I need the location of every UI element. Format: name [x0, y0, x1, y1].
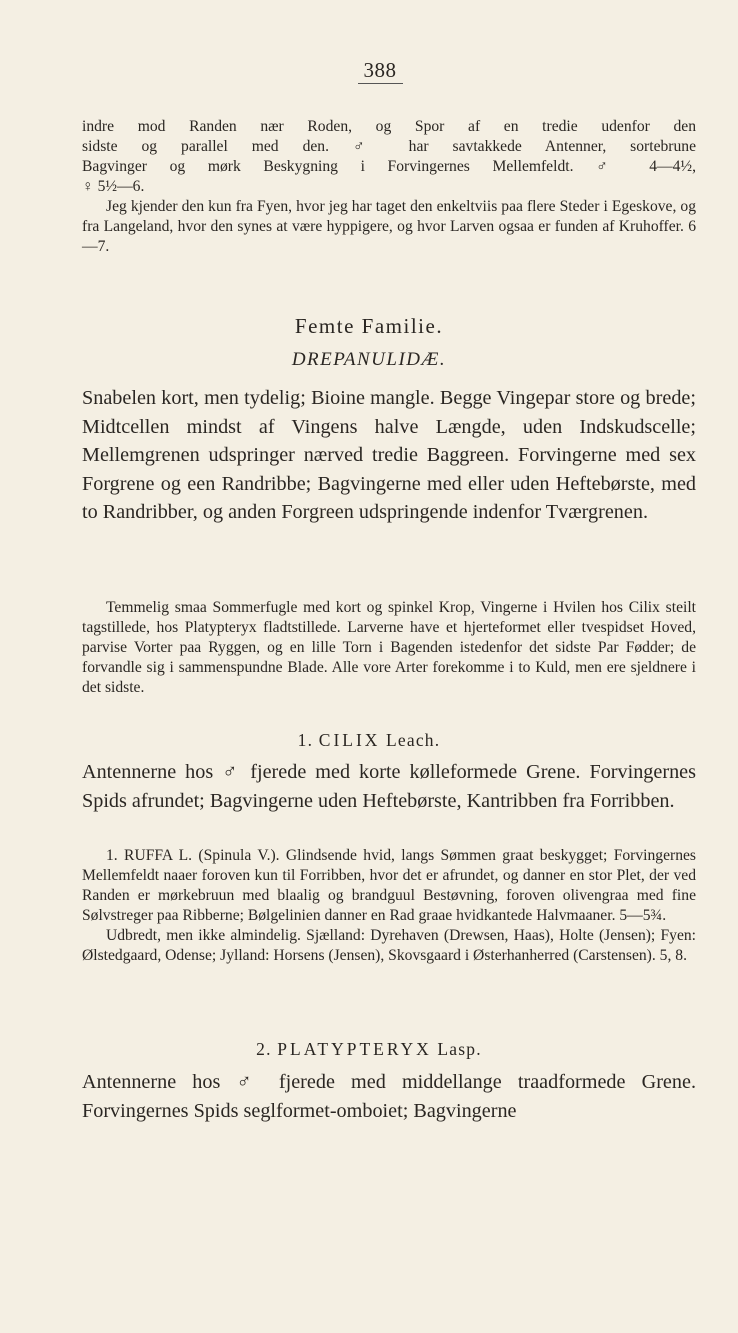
intro-paragraph-2: Jeg kjender den kun fra Fyen, hvor jeg har taget den enkeltviis paa flere Steder i Egeskove, og fra Langeland, hvor den synes at være hyppigere, og hvor Larven ogsaa er funden af Kruhoffer. 6—7.: [82, 198, 696, 255]
intro-line-2: sidste og parallel med den. ♂ har savtakkede Antenner, sortebrune: [82, 138, 696, 155]
genus-2-author: Lasp.: [437, 1039, 482, 1059]
genus-1-name: CILIX: [318, 730, 381, 750]
intro-line-1: indre mod Randen nær Roden, og Spor af en tredie udenfor den: [82, 118, 696, 135]
genus-2-heading: [0, 1039, 738, 1060]
genus-1-author: Leach.: [386, 730, 441, 750]
family-notes: [82, 598, 696, 698]
genus-2-description: Antennerne hos ♂ fjerede med middellange traadformede Grene. Forvingernes Spids seglformet-omboiet; Bagvingerne: [82, 1071, 696, 1122]
intro-line-4: ♀ 5½—6.: [82, 178, 145, 195]
intro-text: [82, 117, 696, 257]
page-number: 388: [0, 58, 738, 83]
species-ruffa-distribution: Udbredt, men ikke almindelig. Sjælland: Dyrehaven (Drewsen, Haas), Holte (Jensen); Fyen: Ølstedgaard, Odense; Jylland: Horsens (Jensen), Skovsgaard i Østerhanherred (Carstensen). 5, 8.: [82, 927, 696, 964]
family-name: DREPANULIDÆ.: [291, 349, 447, 370]
family-notes-text: Temmelig smaa Sommerfugle med kort og spinkel Krop, Vingerne i Hvilen hos Cilix steilt tagstillede, hos Platypteryx fladtstillede. Larverne have et hjerteformet eller tvespidset Hoved, parvise Vorter paa Ryggen, og en lille Torn i Bagenden istedenfor det sidste Par Fødder; de forvandle sig i sammenspundne Blade. Alle vore Arter forekomme i to Kuld, men ere sjeldnere i det sidste.: [82, 599, 696, 696]
family-description: Snabelen kort, men tydelig; Bioine mangle. Begge Vingepar store og brede; Midtcellen mindst af Vingens halve Længde, uden Indskudscelle; Mellemgrenen udspringer nærved tredie Baggreen. Forvingerne med sex Forgrene og een Randribbe; Bagvingerne med eller uden Heftebørste, med to Randribber, og anden Forgreen udspringende indenfor Tværgrenen.: [82, 387, 696, 523]
genus-2-name: PLATYPTERYX: [277, 1039, 432, 1059]
species-ruffa: 1. RUFFA L. (Spinula V.). Glindsende hvid, langs Sømmen graat beskygget; Forvingernes Mellemfeldt naaer foroven kun til Forribben, hvor det er afrundet, og danner en stor Plet, der ved Randen er mørkebruun med blaalig og brandguul Bestøvning, foroven olivengraa med fine Sølvstreger paa Ribberne; Bølgelinien danner en Rad graae hvidkantede Halvmaaner. 5—5¾.: [82, 847, 696, 924]
family-title: Femte Familie.: [294, 314, 444, 338]
genus-1-heading: [0, 730, 738, 751]
intro-line-3: Bagvinger og mørk Beskygning i Forvingernes Mellemfeldt. ♂ 4—4½,: [82, 158, 696, 175]
genus-1-number: 1.: [297, 730, 314, 750]
genus-2-number: 2.: [256, 1039, 272, 1059]
genus-1-description: Antennerne hos ♂ fjerede med korte kølleformede Grene. Forvingernes Spids afrundet; Bagvingerne uden Heftebørste, Kantribben fra Forribben.: [82, 761, 696, 812]
genus-1-species-block: [82, 846, 696, 966]
